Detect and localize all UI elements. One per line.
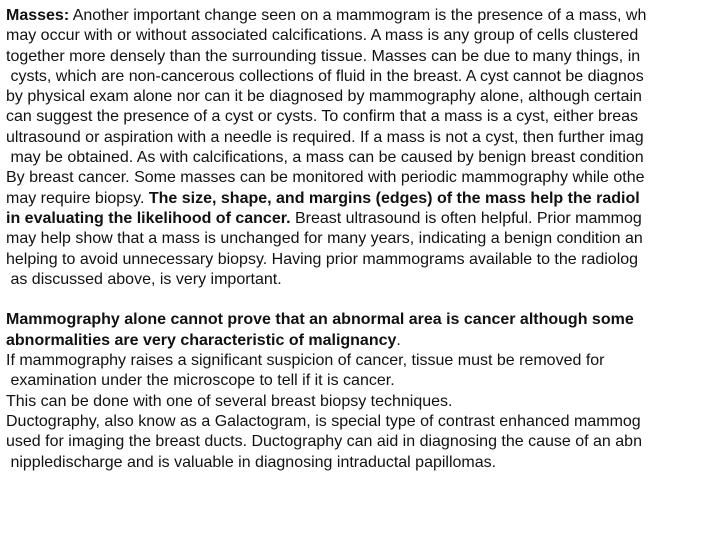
text-segment: may require biopsy. [6, 189, 149, 207]
text-line [6, 453, 720, 473]
text-line [6, 87, 720, 107]
text-segment: used for imaging the breast ducts. Ductography can aid in diagnosing the cause of an abn [6, 433, 642, 451]
text-line [6, 270, 720, 290]
text-line [6, 331, 720, 351]
text-line [6, 26, 720, 46]
text-segment: nippledischarge and is valuable in diagnosing intraductal papillomas. [6, 453, 497, 471]
text-line [6, 107, 720, 127]
text-line [6, 351, 720, 371]
text-segment: examination under the microscope to tell if it is cancer. [6, 372, 395, 390]
text-line [6, 128, 720, 148]
bold-text-segment: The size, shape, and margins (edges) of the mass help the radiol [148, 189, 640, 207]
text-segment: may help show that a mass is unchanged for many years, indicating a benign condition an [6, 230, 643, 248]
document-page [6, 6, 720, 540]
text-segment: as discussed above, is very important. [6, 270, 282, 288]
text-segment: If mammography raises a significant suspicion of cancer, tissue must be removed for [6, 352, 605, 370]
text-segment: together more densely than the surrounding tissue. Masses can be due to many things, in [6, 47, 641, 65]
text-line [6, 168, 720, 188]
bold-text-segment: Mammography alone cannot prove that an abnormal area is cancer although some [6, 311, 634, 329]
text-line [6, 209, 720, 229]
text-line [6, 392, 720, 412]
text-line [6, 67, 720, 87]
text-segment: By breast cancer. Some masses can be monitored with periodic mammography while othe [6, 169, 645, 187]
text-line [6, 6, 720, 26]
mammography-paragraph [6, 310, 720, 472]
text-line [6, 371, 720, 391]
text-line [6, 47, 720, 67]
bold-text-segment: Masses: [6, 7, 70, 24]
text-segment: helping to avoid unnecessary biopsy. Having prior mammograms available to the radiolog [6, 250, 639, 268]
text-segment: Another important change seen on a mammogram is the presence of a mass, wh [69, 7, 647, 24]
text-segment: by physical exam alone nor can it be diagnosed by mammography alone, although certain [6, 88, 642, 106]
text-segment: may be obtained. As with calcifications, a mass can be caused by benign breast condition [6, 149, 644, 167]
text-line [6, 229, 720, 249]
text-segment: . [396, 331, 401, 349]
text-line [6, 310, 720, 330]
text-segment: cysts, which are non-cancerous collections of fluid in the breast. A cyst cannot be diagnos [6, 67, 644, 85]
text-segment: can suggest the presence of a cyst or cysts. To confirm that a mass is a cyst, either breas [6, 108, 638, 126]
text-segment: This can be done with one of several breast biopsy techniques. [6, 392, 453, 410]
masses-paragraph [6, 6, 720, 290]
text-segment: Ductography, also know as a Galactogram, is special type of contrast enhanced mammog [6, 412, 641, 430]
text-line [6, 432, 720, 452]
text-segment: ultrasound or aspiration with a needle is required. If a mass is not a cyst, then further imag [6, 128, 644, 146]
bold-text-segment: in evaluating the likelihood of cancer. [6, 209, 291, 227]
text-segment: may occur with or without associated calcifications. A mass is any group of cells clustered [6, 27, 639, 45]
bold-text-segment: abnormalities are very characteristic of malignancy [6, 331, 397, 349]
text-line [6, 250, 720, 270]
text-line [6, 189, 720, 209]
text-line [6, 148, 720, 168]
paragraph-gap [6, 290, 720, 310]
text-segment: Breast ultrasound is often helpful. Prior mammog [290, 209, 642, 227]
text-line [6, 412, 720, 432]
